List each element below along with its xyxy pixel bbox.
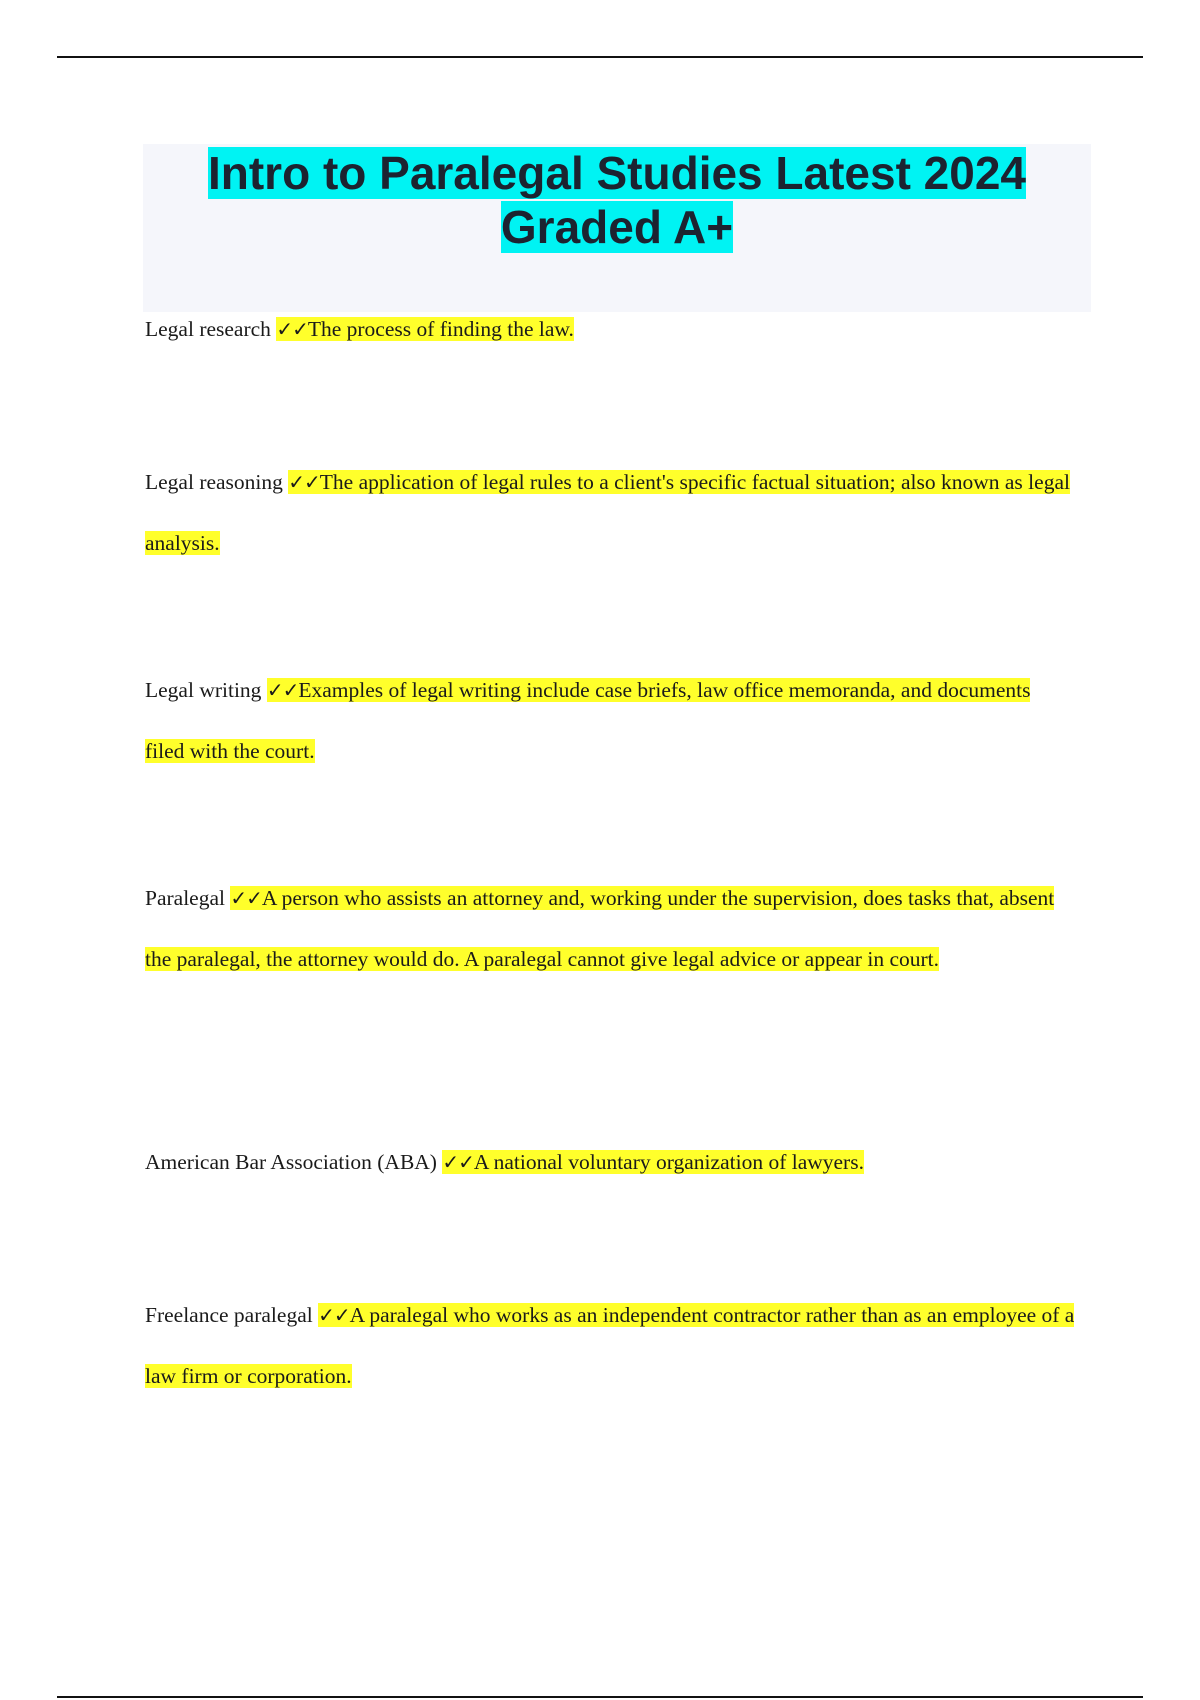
entry-term: American Bar Association (ABA)	[145, 1150, 437, 1174]
bottom-rule	[57, 1696, 1143, 1698]
entry-term: Freelance paralegal	[145, 1303, 313, 1327]
entry-paralegal	[145, 868, 1075, 990]
entry-legal-writing	[145, 660, 1075, 782]
double-check-icon: ✓✓	[266, 678, 299, 702]
entry-definition: The process of finding the law.	[307, 317, 574, 341]
double-check-icon: ✓✓	[442, 1150, 474, 1174]
entry-term: Legal research	[145, 317, 271, 341]
double-check-icon: ✓✓	[230, 886, 262, 910]
document-title: Intro to Paralegal Studies Latest 2024 Graded A+	[207, 147, 1027, 253]
entry-definition: Examples of legal writing include case briefs, law office memoranda, and documents filed with the court.	[145, 678, 1031, 763]
top-rule	[57, 56, 1143, 58]
entry-legal-reasoning	[145, 452, 1075, 574]
entry-term: Legal writing	[145, 678, 262, 702]
entry-definition: A national voluntary organization of lawyers.	[473, 1150, 864, 1174]
entry-definition: The application of legal rules to a client's specific factual situation; also known as legal analysis.	[145, 470, 1070, 555]
double-check-icon: ✓✓	[288, 470, 320, 494]
entry-freelance-paralegal	[145, 1285, 1075, 1407]
entry-legal-research	[145, 299, 1075, 360]
entry-american-bar-association	[145, 1132, 1075, 1193]
double-check-icon: ✓✓	[276, 317, 308, 341]
double-check-icon: ✓✓	[318, 1303, 350, 1327]
entry-definition: A person who assists an attorney and, working under the supervision, does tasks that, absent the paralegal, the attorney would do. A paralegal cannot give legal advice or appear in court.	[145, 886, 1055, 971]
entry-definition: A paralegal who works as an independent contractor rather than as an employee of a law firm or corporation.	[145, 1303, 1075, 1388]
entry-term: Legal reasoning	[145, 470, 283, 494]
entry-term: Paralegal	[145, 886, 225, 910]
